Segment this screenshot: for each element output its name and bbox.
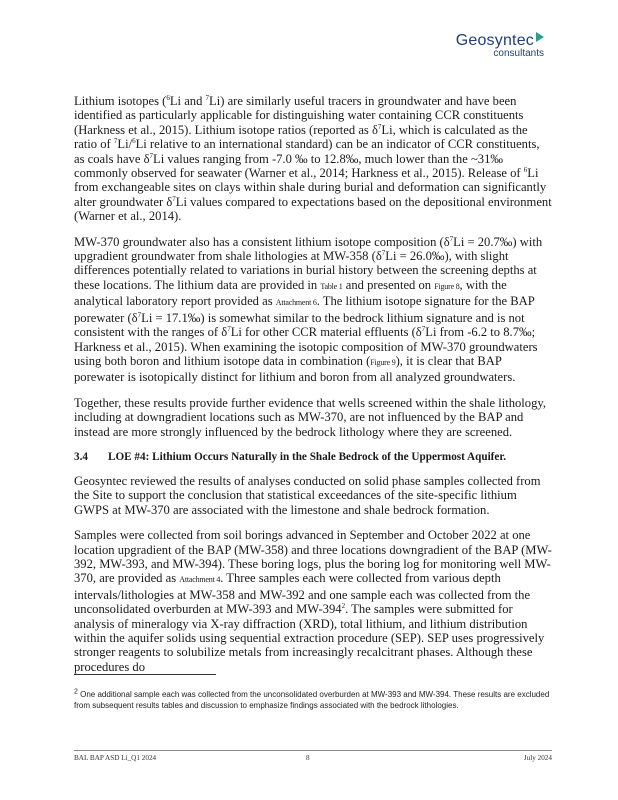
figure-reference-link[interactable]: Figure 8: [434, 281, 460, 291]
logo-subtitle: consultants: [493, 48, 544, 59]
document-body: [74, 94, 552, 685]
page-number: 8: [306, 754, 310, 762]
footer-document-id: BAL BAP ASD Li_Q1 2024: [74, 754, 157, 762]
section-number: 3.4: [74, 450, 88, 463]
logo-name: Geosyntec: [455, 32, 534, 49]
paragraph-geosyntec-review: Geosyntec reviewed the results of analyses conducted on solid phase samples collected from the Site to support the conclusion that statistical exceedances of the site-specific lithium GWPS at MW-370 are associated with the limestone and shale bedrock formation.: [74, 473, 541, 517]
footnote: $^2$ One additional sample each was collected from the unconsolidated overburden at MW-393 and MW-394. These results are excluded from subsequent results tables and discussion to emphasize findings associated with the bedrock lithologies.: [74, 688, 550, 710]
paragraph-mw370-lithium: MW-370 groundwater also has a consistent lithium isotope composition ($\delta^7Li$ = 20.7‰) with upgradient groundwater from shale lithologies at MW-358 ($\delta^7Li$ = 26.0‰), with slight differences potentially related to variations in burial history between the screening depths at these locations. The lithium data are provided in Table 1 and presented on Figure 8, with the analytical laboratory report provided as Attachment 6. The lithium isotope signature for the BAP porewater ($\delta^7Li$ = 17.1‰) is somewhat similar to the bedrock lithium signature and is not consistent with the ranges of $\delta^7Li$ for other CCR material effluents ($\delta^7Li$ from -6.2 to 8.7‰; Harkness et al., 2015). When examining the isotopic composition of MW-370 groundwaters using both boron and lithium isotope data in combination (Figure 9), it is clear that BAP porewater is isotopically distinct for lithium and boron from all analyzed groundwaters.: [74, 234, 543, 385]
attachment-reference-link[interactable]: Attachment 6: [275, 298, 317, 308]
paragraph-together: Together, these results provide further evidence that wells screened within the shale lithology, including at downgradient locations such as MW-370, are not influenced by the BAP and instead are more strongly influenced by the bedrock lithology where they are screened.: [74, 395, 547, 439]
section-heading: [74, 450, 552, 464]
footer-divider: [74, 750, 552, 751]
logo-arrow-icon: [536, 32, 544, 42]
footer-date: July 2024: [523, 754, 552, 762]
footnote-marker: 2: [341, 602, 346, 610]
figure-reference-link[interactable]: Figure 9: [370, 357, 396, 367]
paragraph-samples: Samples were collected from soil borings advanced in September and October 2022 at one location upgradient of the BAP (MW-358) and three locations downgradient of the BAP (MW-392, MW-393, and MW-394). These boring logs, plus the boring log for monitoring well MW-370, are provided as Attachment 4. Three samples each were collected from various depth intervals/lithologies at MW-358 and MW-392 and one sample each was collected from the unconsolidated overburden at MW-393 and $MW-394^2$. The samples were submitted for analysis of mineralogy via X-ray diffraction (XRD), total lithium, and lithium distribution within the aquifer solids using sequential extraction procedure (SEP). SEP uses progressively stronger reagents to solubilize metals from increasingly recalcitrant phases. Although these procedures do: [74, 528, 552, 674]
footnote-divider: [74, 674, 216, 675]
attachment-reference-link[interactable]: Attachment 4: [179, 575, 221, 585]
table-reference-link[interactable]: Table 1: [320, 281, 343, 291]
paragraph-lithium-isotopes: Lithium isotopes ($^6$Li and $^7$Li) are similarly useful tracers in groundwater and have been identified as particularly applicable for distinguishing water containing CCR constituents (Harkness et al., 2015). Lithium isotope ratios (reported as $\delta^7Li$, which is calculated as the ratio of $^7$Li/$^6$Li relative to an international standard) can be an indicator of CCR constituents, as coals have $\delta^7Li$ values ranging from -7.0 ‰ to 12.8‰, much lower than the ~31‰ commonly observed for seawater (Warner et al., 2014; Harkness et al., 2015). Release of $^6$Li from exchangeable sites on clays within shale during burial and deformation can significantly alter groundwater $\delta^7Li$ values compared to expectations based on the depositional environment (Warner et al., 2014).: [74, 93, 552, 224]
section-title: LOE #4: Lithium Occurs Naturally in the Shale Bedrock of the Uppermost Aquifer.: [108, 450, 507, 463]
company-logo: [456, 32, 544, 59]
